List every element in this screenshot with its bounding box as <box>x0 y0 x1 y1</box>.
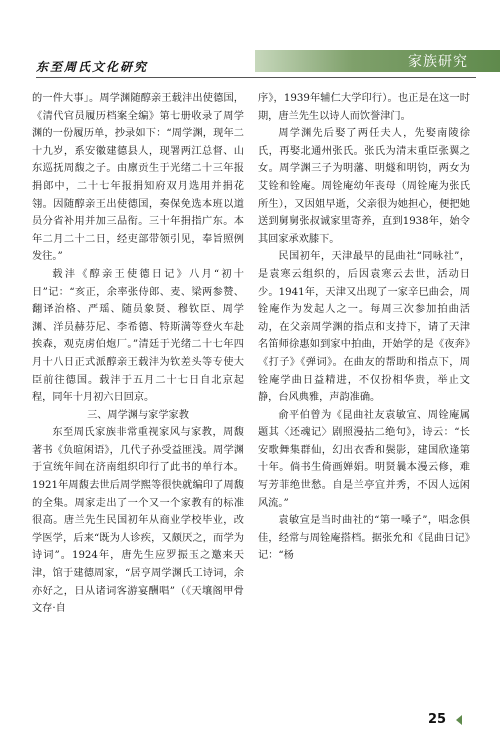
page-header <box>0 0 500 78</box>
page-marker-icon <box>456 715 462 725</box>
page-number: 25 <box>428 712 447 727</box>
header-divider <box>36 77 476 78</box>
paragraph: 载沣《醇亲王使德日记》八月“初十日”记：“亥正，余率张侍郎、麦、梁两参赞、翻译治格、严瑶、随员象贤、穆钦臣、周学渊、洋员赫芬尼、李希德、特斯满等登火车赴挨森，观克虏伯炮厂。”清廷于光绪二十七年四月十八日正式派醇亲王载沣为钦差头等专使大臣前往德国。载沣于五月二十七日自北京起程，同年十月初六日回京。 <box>32 268 244 404</box>
paragraph: 袁敏宣是当时曲社的“第一嗓子”，唱念俱佳，经常与周铨庵搭档。据张允和《昆曲日记》记：“杨 <box>258 515 470 562</box>
section-subheading: 三、周学渊与家学家教 <box>87 409 189 421</box>
paragraph: 序》，1939年辅仁大学印行）。也正是在这一时期，唐兰先生以诗人而饮誉津门。 <box>258 93 470 122</box>
right-column <box>258 90 470 565</box>
paragraph: 周学渊先后娶了两任夫人，先娶南陵徐氏，再娶北通州张氏。张氏为清末重臣张翼之女。周学渊三子为明藩、明燧和明钧，两女为艾铨和铨庵。周铨庵幼年丧母（周铨庵为张氏所生），又因姐早逝，父亲很为她担心，便把她送到舅舅张叔诚家里寄养，直到1938年，始令其回家承欢膝下。 <box>258 128 470 245</box>
section-title: 家族研究 <box>408 54 468 70</box>
left-column <box>32 90 244 618</box>
paragraph: 民国初年，天津最早的昆曲社“同咏社”，是袁寒云组织的，后因袁寒云去世，活动日少。1941年，天津又出现了一家辛巳曲会，周铨庵作为发起人之一。每周三次参加拍曲活动，在父亲周学渊的指点和支持下，请了天津名笛师徐惠如到家中拍曲，开始学的是《夜奔》《打子》《弹词》。在曲友的帮助和指点下，周铨庵学曲日益精进，不仅扮相华贵，举止文静，台风典雅，声韵准确。 <box>258 251 470 404</box>
paragraph: 东至周氏家族非常重视家风与家教，周馥著书《负暄闲语》，几代子孙受益匪浅。周学渊于宣统年间在济南组织印行了此书的单行本。1921年周馥去世后周学熙等很快就编印了周馥的全集。周家走出了一个又一个家教有的标准很高。唐兰先生民国初年从商业学校毕业，改学医学，后来“既为人诊疾，又颇厌之，而学为诗词”。1924年，唐先生应罗振玉之邀来天津，馆于建德周家，“居亨周学渊氏工诗词，余亦好之，日从诸词客游宴酬唱”（《天壤阁甲骨文存·自 <box>32 427 244 615</box>
journal-title: 东至周氏文化研究 <box>36 60 149 74</box>
paragraph: 的一件大事」。周学渊随醇亲王载沣出使德国，《清代官员履历档案全编》第七册收录了周学渊的一份履历单，抄录如下：“周学渊，现年二十九岁，系安徽建德县人，现署两江总督、山东巡抚周馥之子。由廪贡生于光绪二十三年报捐郎中，二十七年报捐知府双月选用并捐花翎。因随醇亲王出使德国，奏保免选本班以道员分省补用并加三品衔。三十年捐指广东。本年二月二十二日，经吏部带领引见，奉旨照例发往。” <box>32 93 244 263</box>
paragraph: 俞平伯曾为《昆曲社友袁敏宣、周铨庵属题其〈还魂记〉剧照漫拈二绝句》，诗云：“长安歌舞集群仙，幻出衣香和鬓影，建国欣逢第十年。倘书生倚画婵娟。明贤曩本漫云修，难写芳菲绝世愁。自是兰亭宜并秀，不因人远闲风流。” <box>258 409 470 509</box>
